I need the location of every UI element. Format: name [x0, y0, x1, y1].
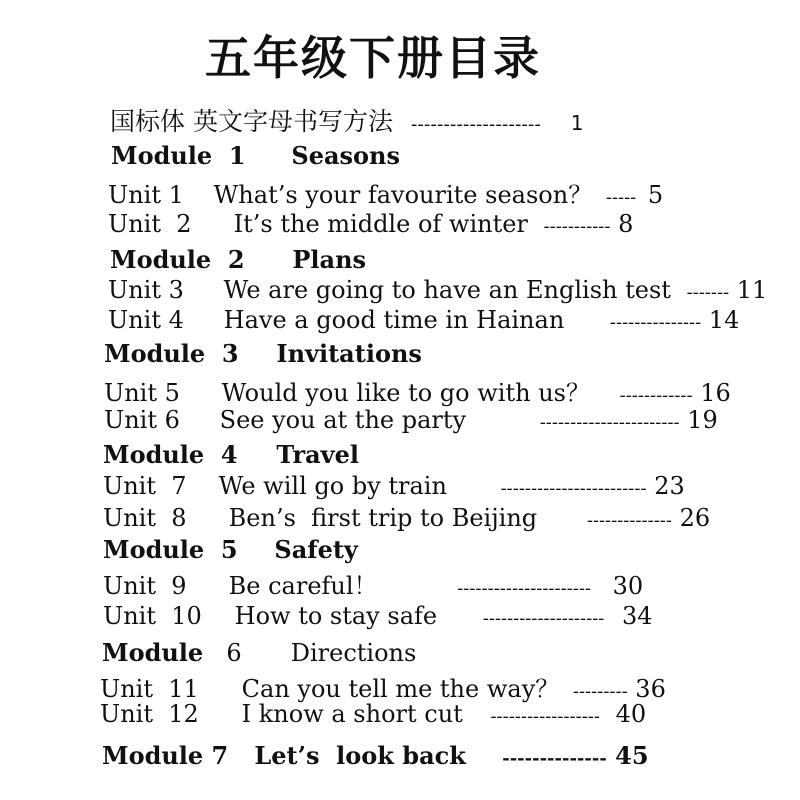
page-number: 8 — [618, 210, 634, 238]
dot-leader: ----------------------- — [539, 412, 680, 433]
unit-label: Unit 8 — [103, 504, 187, 532]
unit-label: Unit 11 — [100, 675, 199, 703]
module-heading — [110, 245, 366, 274]
unit-label: Unit 9 — [103, 572, 187, 600]
dot-leader: ----------- — [543, 216, 611, 237]
unit-title: Would you like to go with us？ — [221, 379, 590, 407]
intro-leader: -------------------- — [410, 114, 541, 135]
module-name: Seasons — [291, 141, 400, 170]
toc-row — [100, 669, 666, 704]
unit-label: Unit 3 — [108, 276, 184, 304]
unit-label: Unit 12 — [100, 700, 199, 728]
toc-row — [103, 566, 643, 601]
toc-row — [103, 602, 653, 630]
unit-title: I know a short cut — [241, 700, 463, 728]
page-number: 16 — [700, 379, 731, 407]
module-label: Module — [102, 638, 204, 667]
module-heading — [102, 638, 416, 667]
module-name: Plans — [292, 245, 367, 274]
toc-row — [104, 373, 731, 408]
page-number: 36 — [635, 675, 666, 703]
module-label: Module 3 — [104, 339, 239, 368]
page-title: 五年级下册目录 — [205, 31, 541, 85]
module-label: Module 5 — [103, 535, 238, 564]
toc-row — [108, 175, 663, 210]
page-number: 14 — [708, 306, 740, 334]
page-number: 45 — [615, 741, 649, 770]
unit-title: Be careful！ — [228, 572, 378, 600]
toc-row — [104, 406, 718, 434]
module-name: Invitations — [276, 339, 422, 368]
module-label: Module 7 — [102, 741, 229, 770]
unit-label: Unit 6 — [104, 406, 180, 434]
toc-row — [103, 472, 685, 500]
dot-leader: -------------- — [502, 748, 607, 769]
module-label: Module 1 — [111, 141, 246, 170]
unit-title: Have a good time in Hainan — [223, 306, 565, 334]
module-name: Safety — [274, 535, 358, 564]
toc-row — [103, 504, 710, 532]
page-number: 40 — [615, 700, 647, 728]
unit-label: Unit 7 — [103, 472, 187, 500]
dot-leader: -------------- — [586, 510, 672, 531]
unit-label: Unit 4 — [108, 306, 184, 334]
unit-title: Ben’s first trip to Beijing — [228, 504, 538, 532]
module-name: Travel — [276, 440, 359, 469]
dot-leader: ---------------------- — [457, 578, 592, 599]
module-label: Module 4 — [103, 440, 238, 469]
toc-row — [100, 700, 646, 728]
unit-label: Unit 5 — [104, 379, 180, 407]
module-name: Directions — [290, 639, 417, 667]
unit-title: We will go by train — [218, 472, 447, 500]
dot-leader: -------------------- — [482, 608, 605, 629]
unit-title: It’s the middle of winter — [233, 210, 528, 238]
unit-title: We are going to have an English test — [223, 276, 671, 304]
unit-title: How to stay safe — [234, 602, 438, 630]
module-name: Let’s look back — [254, 741, 466, 770]
module-number: 6 — [226, 639, 242, 667]
unit-title: Can you tell me the way？ — [241, 675, 560, 703]
unit-label: Unit 1 — [108, 181, 184, 209]
page-number: 19 — [687, 406, 718, 434]
module-heading — [104, 339, 422, 368]
dot-leader: ------------------------ — [500, 478, 647, 499]
page-number: 26 — [679, 504, 711, 532]
page-number: 11 — [736, 276, 768, 304]
page-number: 5 — [647, 181, 664, 209]
dot-leader: ------------ — [619, 385, 693, 406]
dot-leader: --------- — [572, 681, 628, 702]
module-label: Module 2 — [110, 245, 245, 274]
module-heading — [103, 440, 359, 469]
dot-leader: ------------------ — [490, 706, 600, 727]
intro-text: 国标体 英文字母书写方法 — [110, 107, 393, 136]
dot-leader: ------- — [686, 282, 730, 303]
unit-title: What’s your favourite season？ — [213, 181, 593, 209]
page-number: 30 — [612, 572, 644, 600]
module-heading-final — [102, 741, 649, 770]
module-heading — [111, 141, 400, 170]
page-number: 34 — [622, 602, 653, 630]
unit-title: See you at the party — [219, 406, 467, 434]
dot-leader: --------------- — [609, 312, 702, 333]
toc-row — [108, 306, 739, 334]
toc-row — [108, 210, 633, 238]
module-heading — [103, 535, 358, 564]
unit-label: Unit 2 — [108, 210, 192, 238]
toc-intro-row — [110, 102, 584, 138]
dot-leader: ----- — [605, 187, 637, 208]
toc-row — [108, 276, 767, 304]
intro-page: 1 — [570, 111, 584, 135]
unit-label: Unit 10 — [103, 602, 202, 630]
page-number: 23 — [654, 472, 685, 500]
